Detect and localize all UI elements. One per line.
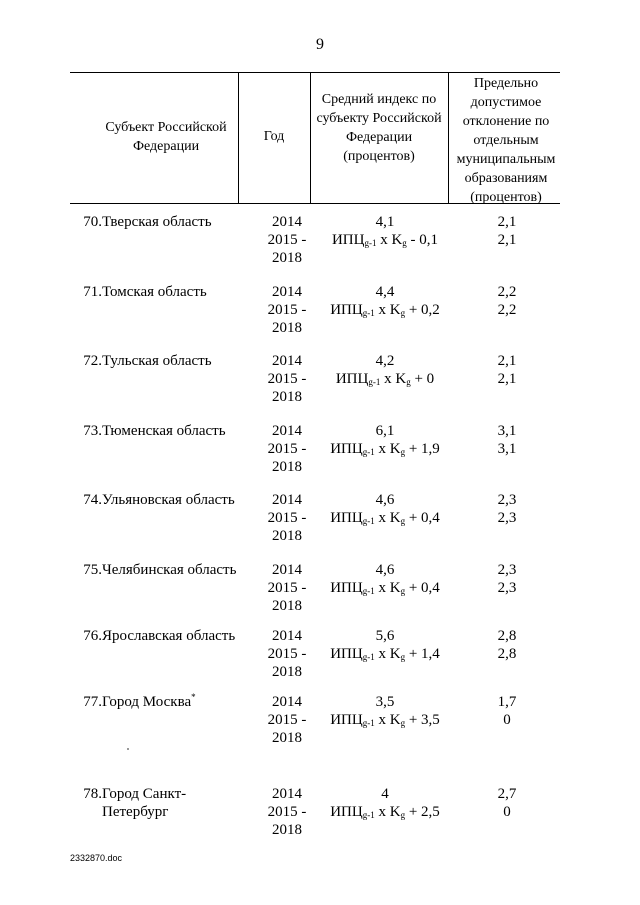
formula-times: x K bbox=[374, 646, 401, 662]
formula-suffix: + 0,4 bbox=[405, 580, 440, 596]
page-number: 9 bbox=[316, 36, 324, 53]
formula-times: x K bbox=[374, 510, 401, 526]
subject-text: Томская область bbox=[102, 284, 207, 300]
deviation-second: 2,2 bbox=[497, 302, 517, 318]
year-range-start: 2015 - bbox=[267, 441, 307, 457]
year-range-start: 2015 - bbox=[267, 580, 307, 596]
formula-subscript-g: g-1 bbox=[362, 586, 375, 596]
footnote-mark: * bbox=[191, 692, 196, 702]
subject-text: Тульская область bbox=[102, 353, 212, 369]
formula-times: x K bbox=[374, 441, 401, 457]
deviation-cell bbox=[453, 422, 561, 458]
formula-suffix: + 2,5 bbox=[405, 804, 440, 820]
index-cell bbox=[320, 785, 450, 821]
index-cell bbox=[320, 561, 450, 597]
year-first: 2014 bbox=[272, 214, 302, 230]
year-range-end: 2018 bbox=[272, 389, 302, 405]
index-cell bbox=[320, 283, 450, 319]
deviation-second: 2,8 bbox=[497, 646, 517, 662]
deviation-cell bbox=[453, 627, 561, 663]
table-top-rule bbox=[70, 72, 560, 73]
index-formula bbox=[320, 370, 450, 388]
deviation-second: 2,1 bbox=[497, 371, 517, 387]
year-first: 2014 bbox=[272, 694, 302, 710]
document-filename: 2332870.doc bbox=[70, 853, 123, 863]
index-formula bbox=[320, 579, 450, 597]
index-formula bbox=[320, 711, 450, 729]
year-range-end: 2018 bbox=[272, 528, 302, 544]
index-formula bbox=[320, 301, 450, 319]
year-cell bbox=[255, 491, 319, 545]
index-cell bbox=[320, 213, 450, 249]
year-cell bbox=[255, 693, 319, 747]
formula-subscript-k: g bbox=[406, 377, 411, 387]
formula-subscript-g: g-1 bbox=[362, 308, 375, 318]
deviation-cell bbox=[453, 785, 561, 821]
formula-suffix: + 0,2 bbox=[405, 302, 440, 318]
subject-name bbox=[102, 693, 252, 711]
year-cell bbox=[255, 785, 319, 839]
subject-text: Ярославская область bbox=[102, 628, 236, 644]
year-range-end: 2018 bbox=[272, 250, 302, 266]
year-first: 2014 bbox=[272, 423, 302, 439]
header-subject: Субъект Российской Федерации bbox=[105, 120, 227, 154]
year-range-start: 2015 - bbox=[267, 712, 307, 728]
header-year: Год bbox=[263, 129, 285, 144]
index-value: 5,6 bbox=[375, 628, 395, 644]
column-divider bbox=[448, 72, 449, 204]
formula-subscript-g: g-1 bbox=[368, 377, 381, 387]
year-cell bbox=[255, 352, 319, 406]
column-divider bbox=[238, 72, 239, 204]
row-number: 70. bbox=[83, 214, 102, 230]
deviation-cell bbox=[453, 561, 561, 597]
year-cell bbox=[255, 422, 319, 476]
index-value: 6,1 bbox=[375, 423, 395, 439]
deviation-second: 3,1 bbox=[497, 441, 517, 457]
index-formula bbox=[320, 645, 450, 663]
index-formula bbox=[320, 509, 450, 527]
index-value: 4,2 bbox=[375, 353, 395, 369]
year-range-start: 2015 - bbox=[267, 232, 307, 248]
row-number: 72. bbox=[83, 353, 102, 369]
deviation-first: 2,3 bbox=[497, 562, 517, 578]
subject-name bbox=[102, 627, 252, 645]
formula-prefix: ИПЦ bbox=[330, 804, 363, 820]
subject-text: Ульяновская область bbox=[102, 492, 235, 508]
formula-subscript-g: g-1 bbox=[362, 447, 375, 457]
deviation-first: 2,8 bbox=[497, 628, 517, 644]
deviation-first: 1,7 bbox=[497, 694, 517, 710]
index-cell bbox=[320, 422, 450, 458]
index-value: 4,1 bbox=[375, 214, 395, 230]
formula-prefix: ИПЦ bbox=[330, 712, 363, 728]
formula-subscript-k: g bbox=[400, 516, 406, 526]
subject-text: Город Санкт-Петербург bbox=[102, 786, 187, 820]
formula-subscript-g: g-1 bbox=[364, 238, 377, 248]
deviation-cell bbox=[453, 693, 561, 729]
index-formula bbox=[320, 231, 450, 249]
formula-prefix: ИПЦ bbox=[330, 580, 363, 596]
deviation-second: 2,3 bbox=[497, 580, 517, 596]
year-first: 2014 bbox=[272, 786, 302, 802]
year-range-end: 2018 bbox=[272, 664, 302, 680]
formula-times: x K bbox=[374, 302, 401, 318]
formula-suffix: + 3,5 bbox=[405, 712, 440, 728]
deviation-first: 2,7 bbox=[497, 786, 517, 802]
year-cell bbox=[255, 213, 319, 267]
row-number: 76. bbox=[83, 628, 102, 644]
formula-subscript-k: g bbox=[400, 308, 406, 318]
year-range-end: 2018 bbox=[272, 459, 302, 475]
formula-times: x K bbox=[376, 232, 403, 248]
deviation-cell bbox=[453, 283, 561, 319]
deviation-second: 0 bbox=[503, 712, 511, 728]
formula-subscript-k: g bbox=[400, 718, 406, 728]
year-range-start: 2015 - bbox=[267, 804, 307, 820]
deviation-first: 2,2 bbox=[497, 284, 517, 300]
year-range-start: 2015 - bbox=[267, 302, 307, 318]
formula-subscript-g: g-1 bbox=[362, 718, 375, 728]
formula-prefix: ИПЦ bbox=[330, 441, 363, 457]
formula-prefix: ИПЦ bbox=[330, 302, 363, 318]
subject-name bbox=[102, 561, 252, 579]
index-value: 4 bbox=[381, 786, 389, 802]
index-value: 4,6 bbox=[375, 562, 395, 578]
formula-times: x K bbox=[374, 580, 401, 596]
index-formula bbox=[320, 803, 450, 821]
header-index: Средний индекс по субъекту Российской Федерации (процентов) bbox=[316, 92, 442, 164]
deviation-first: 2,1 bbox=[497, 214, 517, 230]
year-first: 2014 bbox=[272, 562, 302, 578]
scan-speck bbox=[127, 748, 129, 750]
year-range-start: 2015 - bbox=[267, 646, 307, 662]
index-value: 3,5 bbox=[375, 694, 395, 710]
index-value: 4,6 bbox=[375, 492, 395, 508]
row-number: 78. bbox=[83, 786, 102, 802]
row-number: 73. bbox=[83, 423, 102, 439]
row-number: 77. bbox=[83, 694, 102, 710]
subject-text: Тверская область bbox=[102, 214, 212, 230]
deviation-first: 2,3 bbox=[497, 492, 517, 508]
year-cell bbox=[255, 283, 319, 337]
deviation-cell bbox=[453, 352, 561, 388]
subject-name bbox=[102, 491, 252, 509]
subject-text: Челябинская область bbox=[102, 562, 237, 578]
year-first: 2014 bbox=[272, 628, 302, 644]
formula-subscript-k: g bbox=[400, 447, 406, 457]
index-cell bbox=[320, 627, 450, 663]
deviation-second: 2,1 bbox=[497, 232, 517, 248]
subject-name bbox=[102, 352, 252, 370]
row-number: 71. bbox=[83, 284, 102, 300]
year-cell bbox=[255, 561, 319, 615]
subject-name bbox=[102, 422, 252, 440]
formula-prefix: ИПЦ bbox=[331, 232, 365, 248]
subject-text: Город Москва bbox=[102, 694, 192, 710]
year-first: 2014 bbox=[272, 353, 302, 369]
formula-subscript-g: g-1 bbox=[362, 516, 375, 526]
year-cell bbox=[255, 627, 319, 681]
formula-prefix: ИПЦ bbox=[330, 510, 363, 526]
year-range-end: 2018 bbox=[272, 822, 302, 838]
formula-subscript-k: g bbox=[400, 652, 406, 662]
formula-times: x K bbox=[374, 712, 401, 728]
formula-suffix: + 1,9 bbox=[405, 441, 440, 457]
formula-subscript-k: g bbox=[400, 810, 406, 820]
column-divider bbox=[310, 72, 311, 204]
index-formula bbox=[320, 440, 450, 458]
index-cell bbox=[320, 352, 450, 388]
formula-subscript-g: g-1 bbox=[362, 810, 375, 820]
formula-times: x K bbox=[380, 371, 407, 387]
index-cell bbox=[320, 693, 450, 729]
year-range-start: 2015 - bbox=[267, 371, 307, 387]
header-deviation: Предельно допустимое отклонение по отдельным муниципальным образованиям (процентов) bbox=[456, 76, 556, 205]
deviation-cell bbox=[453, 491, 561, 527]
deviation-first: 2,1 bbox=[497, 353, 517, 369]
year-range-end: 2018 bbox=[272, 730, 302, 746]
formula-subscript-k: g bbox=[400, 586, 406, 596]
year-first: 2014 bbox=[272, 492, 302, 508]
formula-prefix: ИПЦ bbox=[330, 646, 363, 662]
deviation-second: 0 bbox=[503, 804, 511, 820]
deviation-cell bbox=[453, 213, 561, 249]
formula-suffix: - 0,1 bbox=[406, 232, 439, 248]
formula-subscript-g: g-1 bbox=[362, 652, 375, 662]
year-range-end: 2018 bbox=[272, 320, 302, 336]
subject-name bbox=[102, 213, 252, 231]
year-first: 2014 bbox=[272, 284, 302, 300]
formula-subscript-k: g bbox=[402, 238, 407, 248]
year-range-end: 2018 bbox=[272, 598, 302, 614]
deviation-second: 2,3 bbox=[497, 510, 517, 526]
year-range-start: 2015 - bbox=[267, 510, 307, 526]
index-cell bbox=[320, 491, 450, 527]
formula-suffix: + 0,4 bbox=[405, 510, 440, 526]
formula-times: x K bbox=[374, 804, 401, 820]
deviation-first: 3,1 bbox=[497, 423, 517, 439]
index-value: 4,4 bbox=[375, 284, 395, 300]
row-number: 75. bbox=[83, 562, 102, 578]
formula-suffix: + 1,4 bbox=[405, 646, 440, 662]
subject-text: Тюменская область bbox=[102, 423, 226, 439]
formula-suffix: + 0 bbox=[410, 371, 435, 387]
row-number: 74. bbox=[83, 492, 102, 508]
subject-name bbox=[102, 785, 252, 821]
formula-prefix: ИПЦ bbox=[335, 371, 369, 387]
subject-name bbox=[102, 283, 252, 301]
